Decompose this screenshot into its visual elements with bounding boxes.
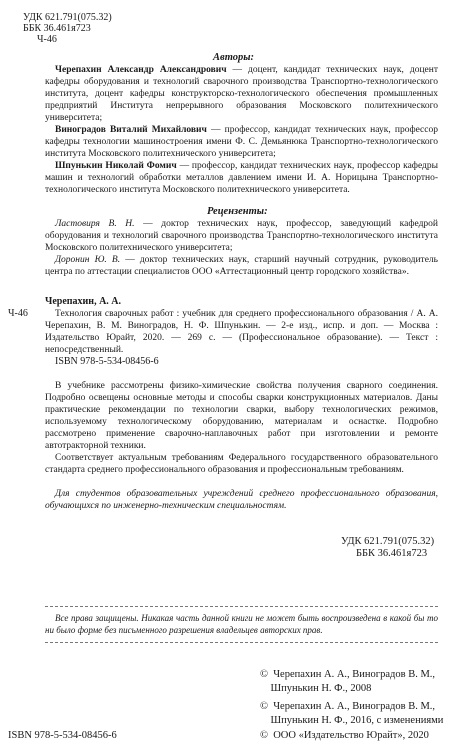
copyright-2-line-2: Шпунькин Н. Ф., 2016, с изменениями bbox=[260, 715, 444, 726]
abstract-p1-text: В учебнике рассмотрены физико-химические свойства получения сварного соединения. Подробно освещены основные методы и способы сварки конструкционных материалов. Даны практические рекомендации по технологии сварки, выбору технологических режимов, используемому технологическому оборудованию, материалам и оснастке. Подробно рассмотрено применение сварочно-наплавочных работ при изготовлении и ремонте автотракторной техники. bbox=[45, 381, 438, 451]
copyright-2-line-1: © Черепахин А. А., Виноградов В. М., bbox=[260, 701, 436, 712]
author-3-text: — профессор, кандидат технических наук, профессор кафедры машин и технологий обработки металлов давлением имени И. А. Норицына Транспортно-технологического института Московского политехнического университета. bbox=[45, 161, 438, 195]
reviewer-2 bbox=[45, 254, 438, 278]
abstract-p2-text: Соответствует актуальным требованиям Федерального государственного образовательного стандарта среднего профессионального образования и профессиональным требованиям. bbox=[45, 453, 438, 475]
catalog-mark: Ч-46 bbox=[8, 308, 28, 319]
udk-code-bottom: УДК 621.791(075.32) bbox=[341, 536, 435, 547]
bbk-code-bottom: ББК 36.461я723 bbox=[356, 548, 428, 559]
author-2-name: Виноградов Виталий Михайлович bbox=[55, 125, 207, 135]
authors-heading: Авторы: bbox=[213, 52, 255, 63]
abstract-p3-text: Для студентов образовательных учреждений среднего профессионального образования, обучающихся по инженерно-техническим специальностям. bbox=[45, 489, 438, 511]
catalog-author-heading: Черепахин, А. А. bbox=[45, 296, 122, 307]
catalog-description-text: Технология сварочных работ : учебник для среднего профессионального образования / А. А. Черепахин, В. М. Виноградов, Н. Ф. Шпунькин. — 2-е изд., испр. и доп. — Москва : Издательство Юрайт, 2020. — 269 с. — (Профессиональное образование). — Текст : непосредственный. bbox=[45, 309, 438, 355]
classification-codes bbox=[23, 12, 112, 45]
author-3 bbox=[45, 160, 438, 196]
reviewer-1 bbox=[45, 218, 438, 254]
author-2-text: — профессор, кандидат технических наук, профессор кафедры технологии машиностроения имени Ф. С. Демьянюка Транспортно-технологического института Московского политехнического университета; bbox=[45, 125, 438, 159]
reviewer-2-text: — доктор технических наук, старший научный сотрудник, руководитель центра по аттестации специалистов ООО «Аттестационный центр городского хозяйства». bbox=[45, 255, 438, 277]
reviewer-1-text: — доктор технических наук, профессор, заведующий кафедрой оборудования и технологий сварочного производства Транспортно-технологического института Московского политехнического университета; bbox=[45, 219, 438, 253]
reviewer-2-name: Доронин Ю. В. bbox=[55, 255, 121, 265]
divider-bottom bbox=[45, 642, 438, 644]
abstract-paragraph-3 bbox=[45, 488, 438, 512]
catalog-isbn: ISBN 978-5-534-08456-6 bbox=[55, 356, 159, 367]
isbn-bottom: ISBN 978-5-534-08456-6 bbox=[8, 730, 117, 741]
abstract-paragraph-1 bbox=[45, 380, 438, 452]
bbk-code: ББК 36.461я723 bbox=[23, 23, 91, 34]
author-1-text: — доцент, кандидат технических наук, доцент кафедры оборудования и технологий сварочного производства Транспортно-технологического института, доцент кафедры конструкторско-технологического обеспечения промышленных предприятий Института непрерывного образования Московского политехнического университета; bbox=[45, 65, 438, 123]
copyright-1-line-2: Шпунькин Н. Ф., 2008 bbox=[260, 683, 372, 694]
author-1 bbox=[45, 64, 438, 124]
reviewer-1-name: Ластовиря В. Н. bbox=[55, 219, 135, 229]
reviewers-heading: Рецензенты: bbox=[207, 206, 268, 217]
rights-text: Все права защищены. Никакая часть данной книги не может быть воспроизведена в какой бы то ни было форме без письменного разрешения владельцев авторских прав. bbox=[45, 613, 438, 635]
abstract-paragraph-2 bbox=[45, 452, 438, 476]
catalog-description bbox=[45, 308, 438, 356]
copyright-1-line-1: © Черепахин А. А., Виноградов В. М., bbox=[260, 669, 436, 680]
author-mark: Ч-46 bbox=[37, 34, 57, 45]
rights-notice bbox=[45, 612, 438, 636]
author-1-name: Черепахин Александр Александрович bbox=[55, 65, 227, 75]
author-3-name: Шпунькин Николай Фомич bbox=[55, 161, 177, 171]
author-2 bbox=[45, 124, 438, 160]
divider-top bbox=[45, 606, 438, 608]
udk-code: УДК 621.791(075.32) bbox=[23, 12, 112, 23]
copyright-3: © ООО «Издательство Юрайт», 2020 bbox=[260, 730, 429, 741]
